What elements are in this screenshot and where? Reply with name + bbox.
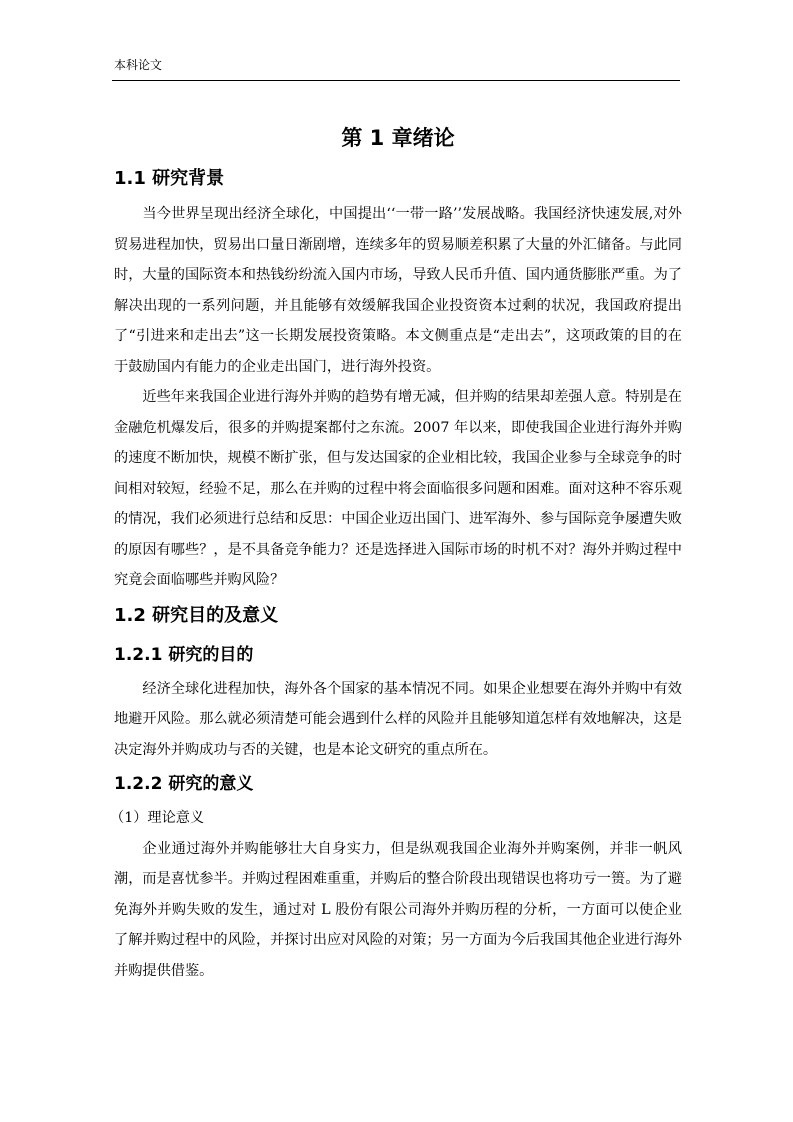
document-header-label: 本科论文	[114, 58, 163, 72]
document-body	[110, 117, 682, 986]
section-heading-1-2: 1.2 研究目的及意义	[114, 604, 279, 626]
paragraph-background-2: 近些年来我国企业进行海外并购的趋势有增无减，但并购的结果却差强人意。特别是在金融危机爆发后，很多的并购提案都付之东流。2007 年以来，即使我国企业进行海外并购的速度不断加快，规模不断扩张，但与发达国家的企业相比较，我国企业参与全球竞争的时间相对较短，经验不足，那么在并购的过程中将会面临很多问题和困难。面对这种不容乐观的情况，我们必须进行总结和反思：中国企业迈出国门、进军海外、参与国际竞争屡遭失败的原因有哪些？，是不具备竞争能力？还是选择进入国际市场的时机不对？海外并购过程中究竟会面临哪些并购风险？	[114, 389, 682, 588]
section-heading-1-2-1: 1.2.1 研究的目的	[114, 644, 254, 665]
header-divider	[112, 80, 680, 81]
paragraph-significance: 企业通过海外并购能够壮大自身实力，但是纵观我国企业海外并购案例，并非一帆风潮，而是喜忧参半。并购过程困难重重，并购后的整合阶段出现错误也将功亏一篑。为了避免海外并购失败的发生，通过对 L 股份有限公司海外并购历程的分析，一方面可以使企业了解并购过程中的风险，并探讨出应对风险的对策；另一方面为今后我国其他企业进行海外并购提供借鉴。	[114, 840, 682, 979]
list-item-label-theory: （1）理论意义	[110, 810, 205, 826]
paragraph-background-1: 当今世界呈现出经济全球化，中国提出‘‘一带一路’’发展战略。我国经济快速发展,对外贸易进程加快，贸易出口量日渐剧增，连续多年的贸易顺差积累了大量的外汇储备。与此同时，大量的国际资本和热钱纷纷流入国内市场，导致人民币升值、国内通货膨胀严重。为了解决出现的一系列问题，并且能够有效缓解我国企业投资资本过剩的状况，我国政府提出了“引进来和走出去”这一长期发展投资策略。本文侧重点是“走出去”，这项政策的目的在于鼓励国内有能力的企业走出国门，进行海外投资。	[114, 206, 682, 375]
chapter-title: 第 1 章绪论	[341, 126, 455, 150]
section-heading-1-2-2: 1.2.2 研究的意义	[114, 774, 254, 794]
paragraph-purpose: 经济全球化进程加快，海外各个国家的基本情况不同。如果企业想要在海外并购中有效地避开风险。那么就必须清楚可能会遇到什么样的风险并且能够知道怎样有效地解决，这是决定海外并购成功与否的关键，也是本论文研究的重点所在。	[114, 680, 682, 758]
section-heading-1-1: 1.1 研究背景	[114, 168, 225, 189]
